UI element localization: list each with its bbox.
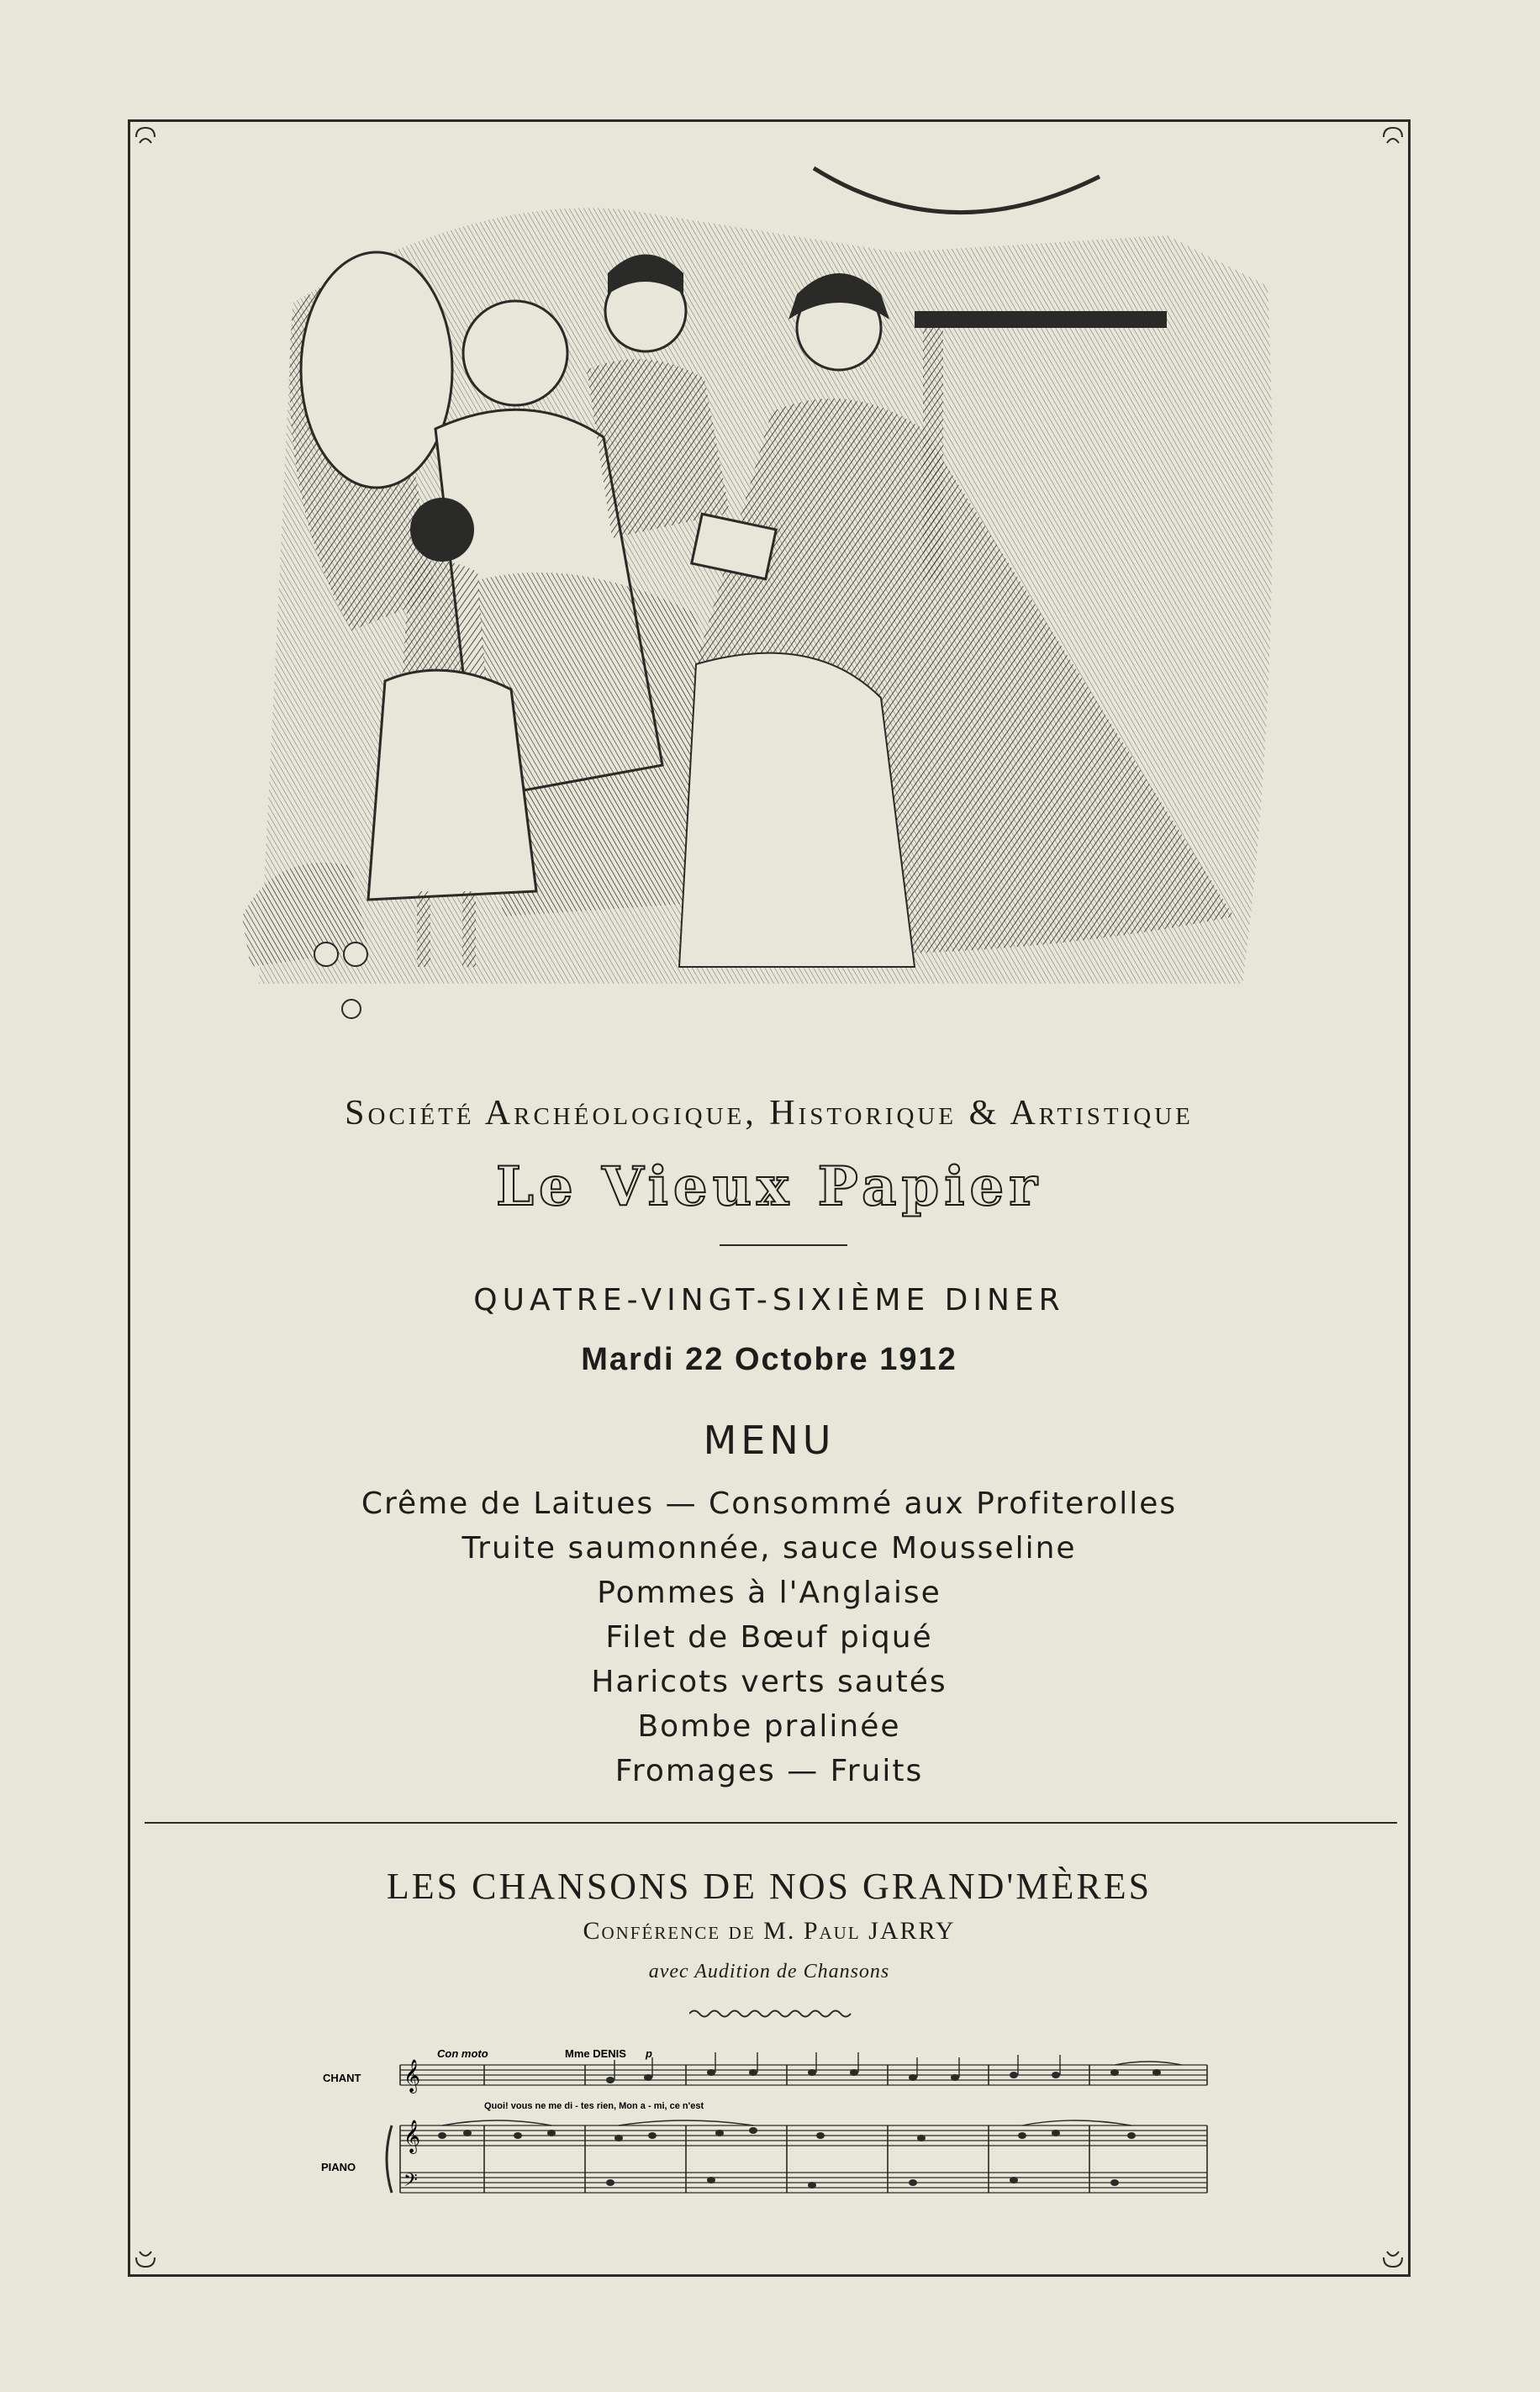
score-tempo: Con moto — [437, 2047, 488, 2060]
score-lyrics: Quoi! vous ne me di - tes rien, Mon a - mi, ce n'est — [484, 2101, 704, 2111]
menu-item: Haricots verts sautés — [591, 1665, 947, 1699]
society-name: Société Archéologique, Historique & Artistique — [345, 1094, 1194, 1133]
journal-title: Le Vieux Papier — [496, 1155, 1042, 1218]
program-title: LES CHANSONS DE NOS GRAND'MÈRES — [386, 1866, 1152, 1907]
dinner-title: QUATRE-VINGT-SIXIÈME DINER — [473, 1283, 1065, 1317]
music-score — [316, 2038, 1216, 2206]
menu-item: Filet de Bœuf piqué — [605, 1620, 933, 1655]
piano-label: PIANO — [321, 2161, 356, 2173]
section-divider — [145, 1822, 1397, 1824]
audition-note: avec Audition de Chansons — [648, 1961, 890, 1983]
lecture-credit: Conférence de M. Paul JARRY — [583, 1917, 956, 1945]
chant-label: CHANT — [323, 2072, 361, 2084]
svg-text:𝄞: 𝄞 — [403, 2120, 421, 2153]
corner-ornament-icon — [133, 2245, 158, 2270]
menu-item: Crême de Laitues — Consommé aux Profiterolles — [361, 1486, 1178, 1521]
event-date: Mardi 22 Octobre 1912 — [581, 1342, 957, 1377]
menu-item: Truite saumonnée, sauce Mousseline — [461, 1531, 1077, 1566]
menu-item: Pommes à l'Anglaise — [597, 1576, 941, 1610]
svg-text:𝄞: 𝄞 — [403, 2059, 421, 2093]
score-singer: Mme DENIS — [565, 2047, 626, 2060]
squiggle-ornament-icon — [689, 2008, 852, 2020]
corner-ornament-icon — [1380, 2245, 1406, 2270]
corner-ornament-icon — [1380, 124, 1406, 150]
menu-item: Fromages — Fruits — [614, 1754, 924, 1788]
engraving-illustration — [225, 160, 1293, 1051]
menu-item: Bombe pralinée — [637, 1709, 901, 1744]
divider — [720, 1244, 847, 1246]
menu-heading: MENU — [703, 1418, 836, 1463]
corner-ornament-icon — [133, 124, 158, 150]
svg-text:𝄢: 𝄢 — [403, 2170, 418, 2195]
menu-list — [128, 1481, 1411, 1793]
score-dynamic: p — [646, 2047, 652, 2060]
